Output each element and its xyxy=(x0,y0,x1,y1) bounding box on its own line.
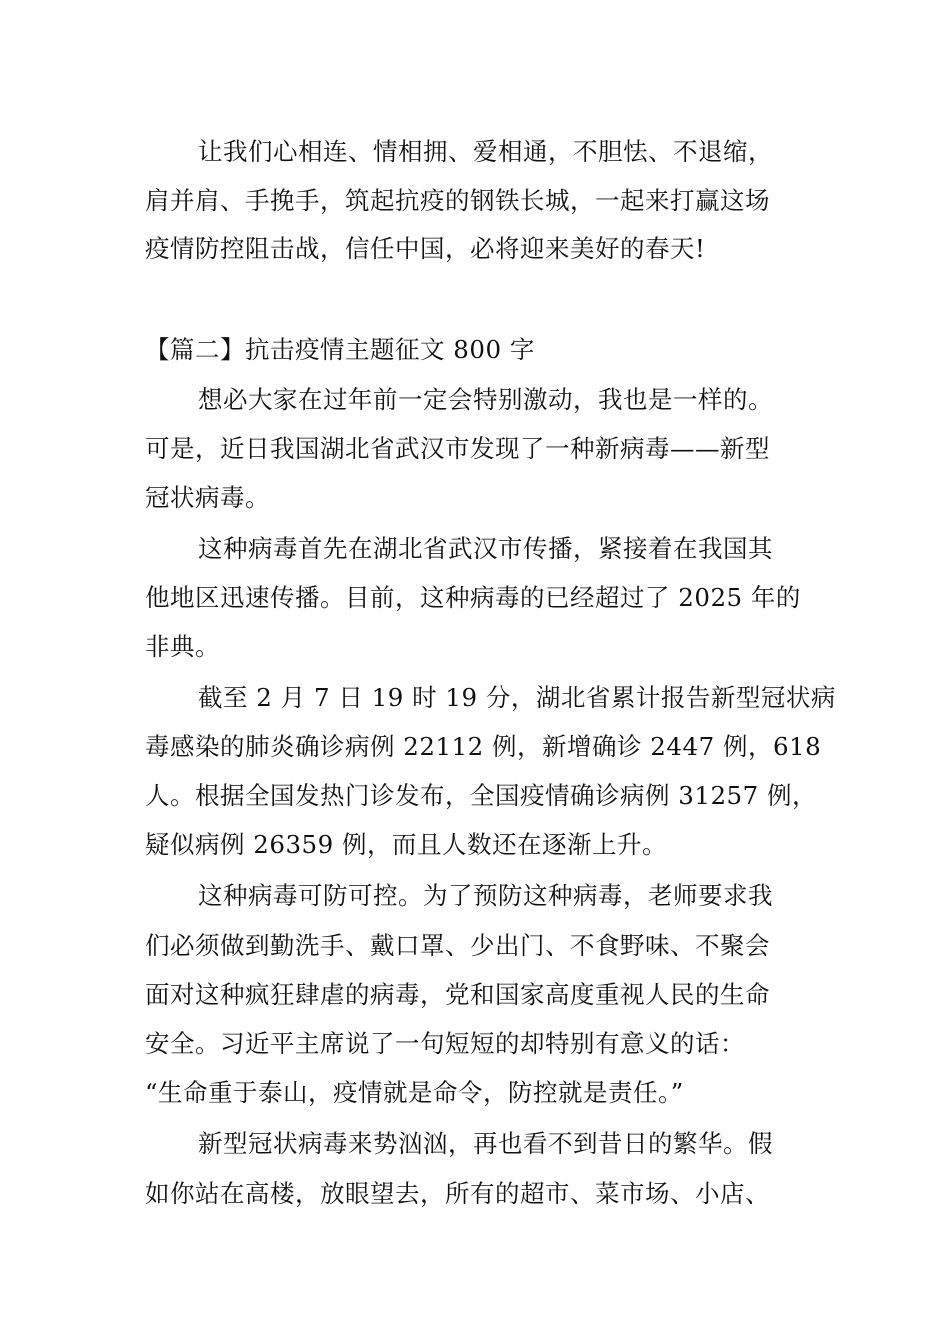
paragraph-line: 可是，近日我国湖北省武汉市发现了一种新病毒——新型 xyxy=(145,434,770,463)
paragraph-line: 截至 2 月 7 日 19 时 19 分，湖北省累计报告新型冠状病 xyxy=(198,683,836,712)
paragraph-line: 这种病毒首先在湖北省武汉市传播，紧接着在我国其 xyxy=(198,534,773,563)
paragraph-line: 安全。习近平主席说了一句短短的却特别有意义的话： xyxy=(145,1029,745,1058)
paragraph-line: 他地区迅速传播。目前，这种病毒的已经超过了 2025 年的 xyxy=(145,583,801,612)
paragraph-line: 让我们心相连、情相拥、爱相通，不胆怯、不退缩， xyxy=(198,137,773,166)
paragraph-line: 疑似病例 26359 例，而且人数还在逐渐上升。 xyxy=(145,830,668,859)
paragraph-line: 疫情防控阻击战，信任中国，必将迎来美好的春天! xyxy=(145,234,706,263)
paragraph-line: 如你站在高楼，放眼望去，所有的超市、菜市场、小店、 xyxy=(145,1179,770,1208)
paragraph-line: 们必须做到勤洗手、戴口罩、少出门、不食野味、不聚会 xyxy=(145,931,770,960)
paragraph-line: 人。根据全国发热门诊发布，全国疫情确诊病例 31257 例， xyxy=(145,781,818,810)
section-heading: 【篇二】抗击疫情主题征文 800 字 xyxy=(145,335,535,364)
paragraph-line: 非典。 xyxy=(145,632,220,661)
paragraph-line: 肩并肩、手挽手，筑起抗疫的钢铁长城，一起来打赢这场 xyxy=(145,186,770,215)
paragraph-line: 新型冠状病毒来势汹汹，再也看不到昔日的繁华。假 xyxy=(198,1129,773,1158)
paragraph-line: “生命重于泰山，疫情就是命令，防控就是责任。” xyxy=(145,1078,684,1107)
paragraph-line: 面对这种疯狂肆虐的病毒，党和国家高度重视人民的生命 xyxy=(145,980,770,1009)
paragraph-line: 冠状病毒。 xyxy=(145,483,270,512)
paragraph-line: 毒感染的肺炎确诊病例 22112 例，新增确诊 2447 例，618 xyxy=(145,732,822,761)
paragraph-line: 想必大家在过年前一定会特别激动，我也是一样的。 xyxy=(198,385,773,414)
paragraph-line: 这种病毒可防可控。为了预防这种病毒，老师要求我 xyxy=(198,881,773,910)
